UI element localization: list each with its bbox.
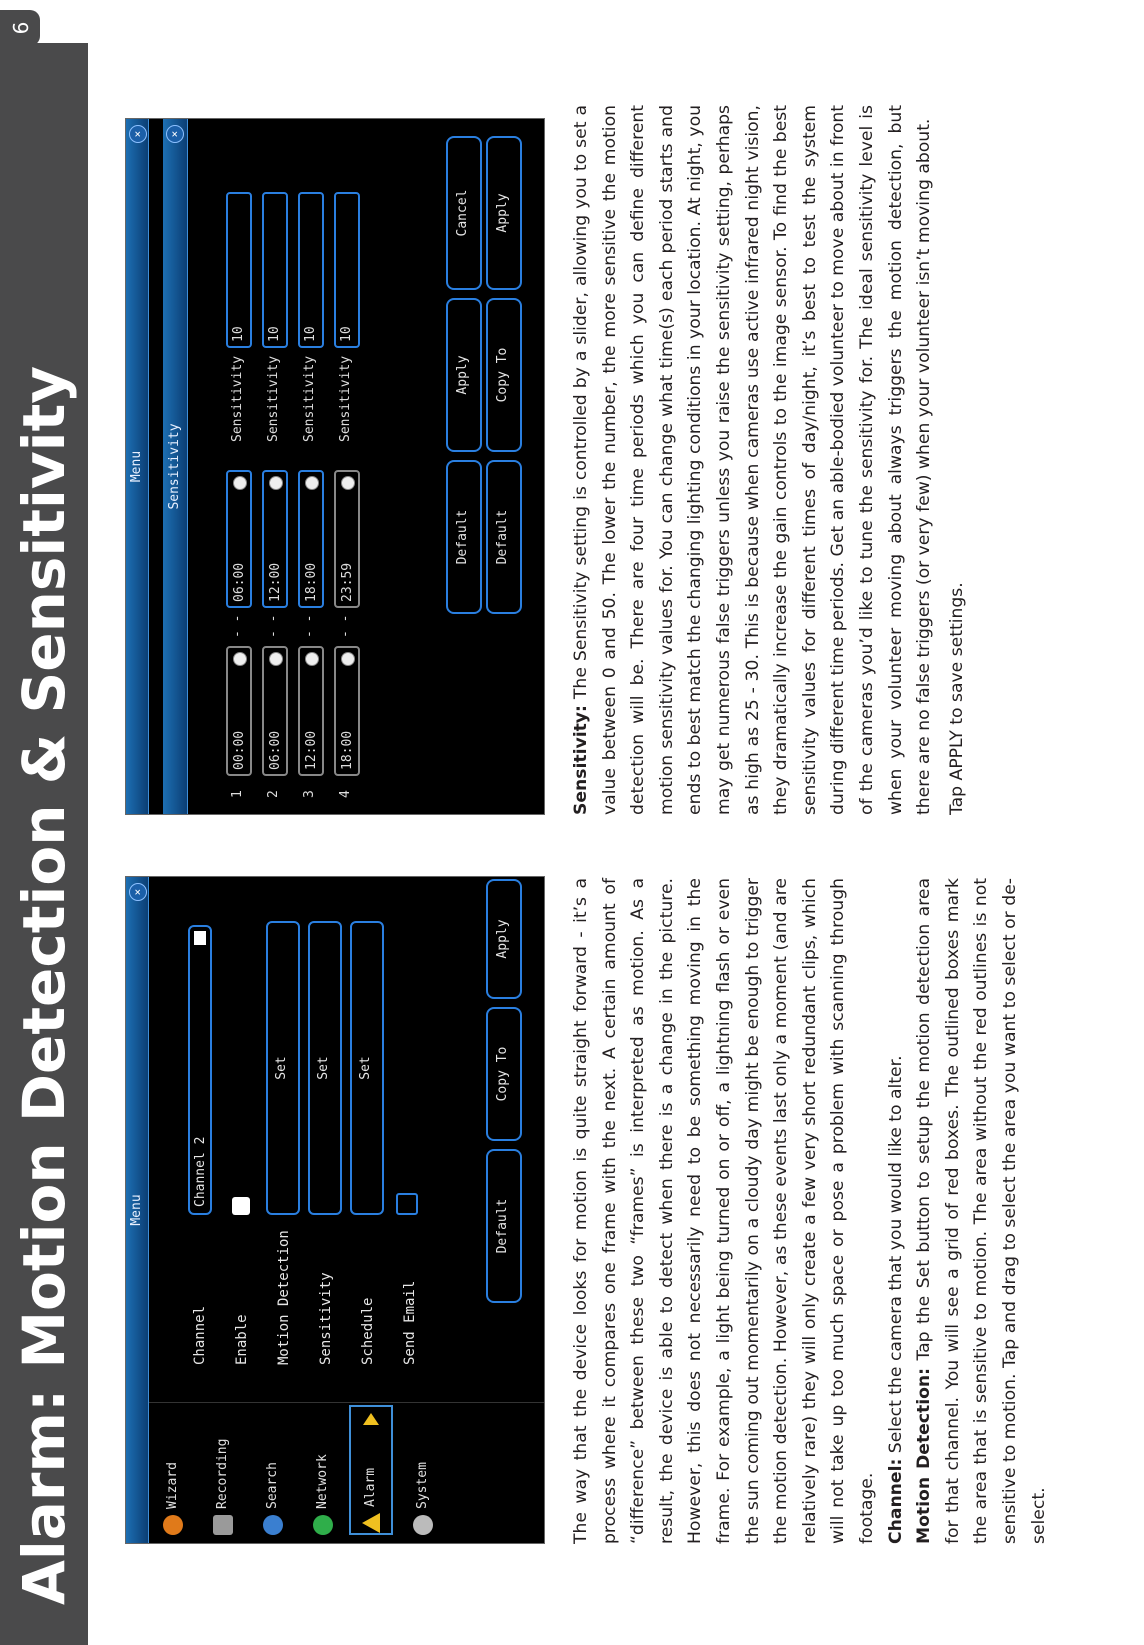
sidebar-item-system[interactable] [403,1409,443,1535]
channel-label: Channel [192,1305,208,1365]
sidebar-item-wizard[interactable] [153,1409,193,1535]
sensitivity-text: The Sensitivity setting is controlled by a slider, allowing you to set a value between 0 and 50. The lower the number, the more sensitive the motion detection will be. There are four time periods which you can define different motion sensitivity values for. You can change what time(s) each period starts and ends to best match the changing lighting conditions in your location. At night, you may get numerous false triggers unless you raise the sensitivity setting, perhaps as high as 25 - 30. This is because when cameras use active infrared night vision, they dramatically increase the gain controls to the image sensor. To find the best sensitivity values for different times of day/night, it’s best to test the system during different time periods. Get an able-bodied volunteer to move about in front of the cameras you’d like to tune the sensitivity for. The ideal sensitivity level is when your volunteer moving about always triggers the motion detection, but there are no false triggers (or very few) when your volunteer isn’t moving about. [571,105,935,815]
copy-to-button[interactable]: Copy To [486,1007,522,1141]
clock-icon[interactable] [341,652,355,666]
sensitivity-value-field[interactable]: 10 [334,192,360,348]
sidebar [149,1402,544,1543]
menu-title: Menu [129,1194,144,1226]
start-time-field[interactable] [262,646,288,776]
start-time-value: 00:00 [232,730,247,770]
copy-to-button[interactable]: Copy To [486,298,522,452]
alarm-warning-icon [362,1513,380,1533]
row-number: 1 [230,790,245,798]
intro-paragraph: The way that the device looks for motion is quite straight forward - it’s a process where it compares one frame with the next. A certain amount of “difference” between these two “frames” is interpreted as motion. As a result, the device is able to detect when there is a change in the picture. However, this does not necessarily need to be something moving in the frame. For example, a light being turned on or off, a lightning flash or even the sun coming out momentarily on a cloudy day might be enough to trigger the motion detection. However, as these events last only a moment (and are relatively rare) they will only create a few very short redundant clips, which will not take up too much space or pose a problem with scanning through footage. [571,878,877,1544]
right-text-column [567,105,971,815]
row-number: 2 [266,790,281,798]
channel-select[interactable] [188,925,212,1215]
sensitivity-titlebar [163,119,188,814]
range-dash: - - [302,614,317,638]
sensitivity-label: Sensitivity [302,355,317,442]
schedule-set-button[interactable]: Set [350,921,384,1215]
search-icon [263,1515,283,1535]
motion-detection-text: Tap the Set button to setup the motion detection area for that channel. You will see a grid of red boxes. The outlined boxes mark the area that is sensitive to motion. The area without the red outlines is not sensitive to motion. Tap and drag to select the area you want to select or de-select. [914,878,1049,1544]
sidebar-item-alarm[interactable] [349,1405,393,1535]
row-number: 3 [302,790,317,798]
channel-heading: Channel: [885,1458,906,1544]
arrow-right-icon [363,1413,379,1425]
end-time-value: 12:00 [268,562,283,602]
end-time-value: 06:00 [232,562,247,602]
dropdown-arrow-icon [194,931,206,945]
sensitivity-value-field[interactable]: 10 [298,192,324,348]
sidebar-item-label: Network [315,1454,330,1509]
clock-icon[interactable] [269,476,283,490]
end-time-value: 18:00 [304,562,319,602]
range-dash: - - [266,614,281,638]
close-icon[interactable]: × [166,125,184,143]
start-time-value: 06:00 [268,730,283,770]
sidebar-item-label: Recording [215,1438,230,1509]
menu-titlebar [126,119,149,814]
dialog-cancel-button[interactable]: Cancel [446,136,482,290]
apply-button[interactable]: Apply [486,136,522,290]
start-time-field[interactable] [334,646,360,776]
sidebar-item-recording[interactable] [203,1409,243,1535]
network-icon [313,1515,333,1535]
sensitivity-label: Sensitivity [338,355,353,442]
channel-paragraph [882,878,911,1544]
sensitivity-title: Sensitivity [167,423,182,510]
wizard-icon [163,1515,183,1535]
recording-icon [213,1515,233,1535]
enable-label: Enable [234,1314,250,1365]
page-title: Alarm: Motion Detection & Sensitivity [10,365,78,1605]
close-icon[interactable]: × [129,883,147,901]
sidebar-item-label: Alarm [363,1467,378,1507]
sensitivity-label: Sensitivity [266,355,281,442]
start-time-field[interactable] [226,646,252,776]
sensitivity-label: Sensitivity [318,1272,334,1365]
start-time-field[interactable] [298,646,324,776]
motion-detection-label: Motion Detection [276,1230,292,1365]
dialog-apply-button[interactable]: Apply [446,298,482,452]
sidebar-item-label: Wizard [165,1462,180,1509]
alarm-menu-screenshot [125,876,545,1544]
sensitivity-set-button[interactable]: Set [308,921,342,1215]
send-email-checkbox[interactable] [396,1193,418,1215]
default-button[interactable]: Default [486,1149,522,1303]
sidebar-item-network[interactable] [303,1409,343,1535]
end-time-field[interactable] [298,470,324,608]
sidebar-item-label: System [415,1462,430,1509]
clock-icon[interactable] [269,652,283,666]
dialog-default-button[interactable]: Default [446,460,482,614]
motion-detection-paragraph [910,878,1053,1544]
apply-button[interactable]: Apply [486,879,522,999]
close-icon[interactable]: × [129,125,147,143]
page-number: 6 [0,10,40,46]
channel-text: Select the camera that you would like to alter. [885,1055,906,1459]
sensitivity-value-field[interactable]: 10 [262,192,288,348]
menu-title: Menu [129,450,144,483]
start-time-value: 12:00 [304,730,319,770]
gear-icon [413,1515,433,1535]
end-time-value: 23:59 [340,562,355,602]
range-dash: - - [338,614,353,638]
sensitivity-value-field[interactable]: 10 [226,192,252,348]
start-time-value: 18:00 [340,730,355,770]
end-time-field[interactable] [334,470,360,608]
title-bar [0,43,88,1645]
clock-icon[interactable] [341,476,355,490]
tap-apply-note: Tap APPLY to save settings. [946,582,967,815]
clock-icon[interactable] [305,476,319,490]
row-number: 4 [338,790,353,798]
sensitivity-label: Sensitivity [230,355,245,442]
default-button[interactable]: Default [486,460,522,614]
menu-titlebar [126,877,149,1543]
clock-icon[interactable] [305,652,319,666]
clock-icon[interactable] [233,652,247,666]
sensitivity-heading: Sensitivity: [571,705,591,815]
enable-checkbox[interactable] [232,1197,250,1215]
end-time-field[interactable] [226,470,252,608]
sensitivity-screenshot [125,118,545,815]
clock-icon[interactable] [233,476,247,490]
send-email-label: Send Email [402,1280,418,1365]
sidebar-item-label: Search [265,1462,280,1509]
range-dash: - - [230,614,245,638]
schedule-label: Schedule [360,1297,376,1365]
sidebar-item-search[interactable] [253,1409,293,1535]
channel-value: Channel 2 [193,1136,208,1207]
end-time-field[interactable] [262,470,288,608]
left-text-column [567,878,1053,1544]
motion-detection-heading: Motion Detection: [914,1367,935,1544]
motion-detection-set-button[interactable]: Set [266,921,300,1215]
sensitivity-paragraph [567,105,939,815]
